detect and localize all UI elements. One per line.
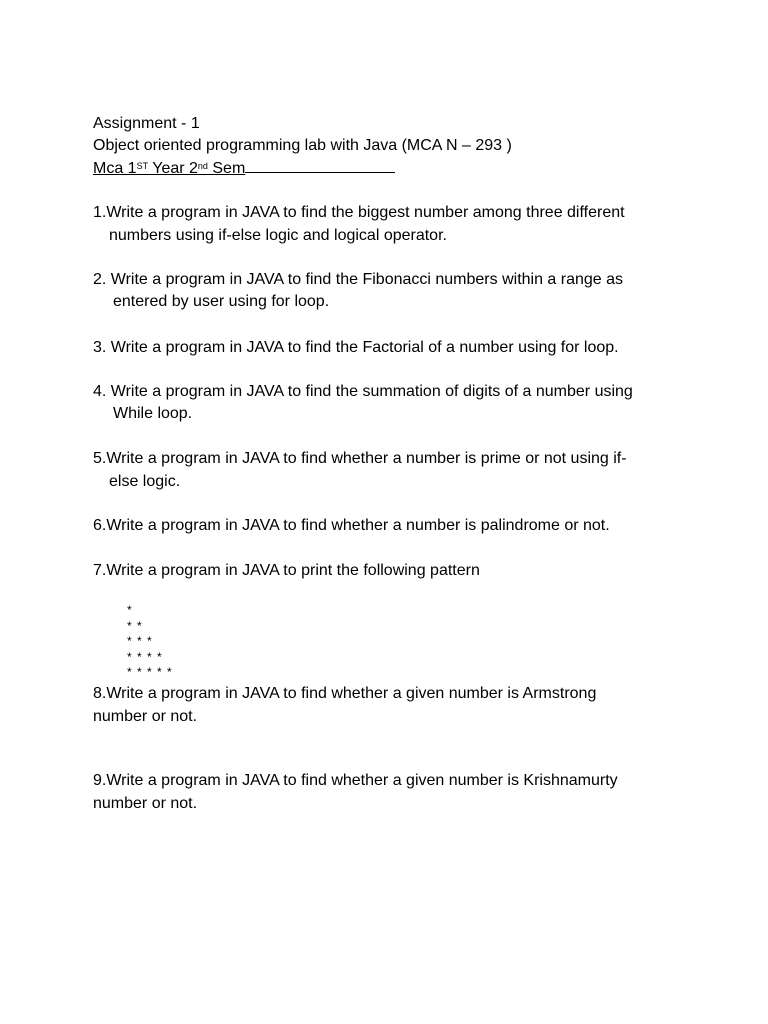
pattern-row-5: * * * * * [127, 665, 173, 679]
sem-prefix: Mca 1 [93, 160, 137, 177]
question-6-line1: 6.Write a program in JAVA to find whether a number is palindrome or not. [93, 517, 610, 534]
question-1-line2: numbers using if-else logic and logical operator. [109, 227, 447, 244]
assignment-title: Assignment - 1 [93, 115, 200, 132]
course-title: Object oriented programming lab with Java (MCA N – 293 ) [93, 137, 512, 154]
semester-line [93, 158, 395, 179]
question-4-line1: 4. Write a program in JAVA to find the summation of digits of a number using [93, 383, 633, 400]
sem-sup-nd: nd [197, 161, 208, 171]
sem-mid: Year 2 [148, 160, 198, 177]
pattern-row-3: * * * [127, 634, 153, 648]
sem-sup-st: ST [136, 161, 149, 171]
underline-blank [245, 158, 395, 173]
sem-suffix: Sem [207, 160, 246, 177]
question-8-line2: number or not. [93, 708, 198, 725]
question-9-line2: number or not. [93, 795, 198, 812]
question-8-line1: 8.Write a program in JAVA to find whether a given number is Armstrong [93, 685, 597, 702]
question-5-line2: else logic. [109, 473, 181, 490]
question-3-line1: 3. Write a program in JAVA to find the Factorial of a number using for loop. [93, 339, 619, 356]
question-9-line1: 9.Write a program in JAVA to find whether a given number is Krishnamurty [93, 772, 618, 789]
question-4-line2: While loop. [113, 405, 193, 422]
question-1-line1: 1.Write a program in JAVA to find the biggest number among three different [93, 204, 625, 221]
pattern-row-2: * * [127, 619, 143, 633]
pattern-row-1: * [127, 603, 133, 617]
pattern-row-4: * * * * [127, 650, 163, 664]
question-2-line2: entered by user using for loop. [113, 293, 330, 310]
question-2-line1: 2. Write a program in JAVA to find the Fibonacci numbers within a range as [93, 271, 624, 288]
question-5-line1: 5.Write a program in JAVA to find whether a number is prime or not using if- [93, 450, 627, 467]
question-7-line1: 7.Write a program in JAVA to print the following pattern [93, 562, 480, 579]
